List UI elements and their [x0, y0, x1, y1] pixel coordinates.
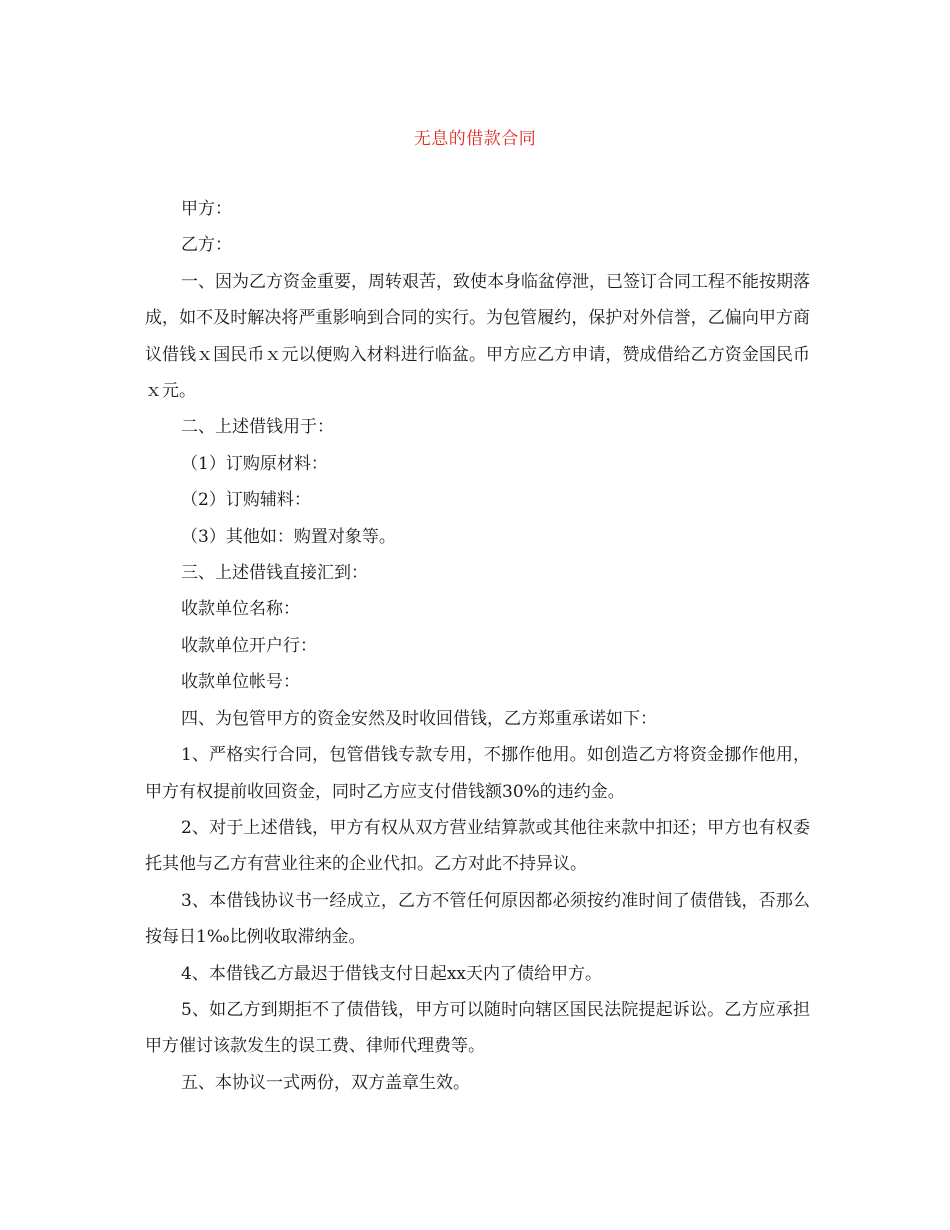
clause-4-heading: 四、为包管甲方的资金安然及时收回借钱，乙方郑重承诺如下： [181, 708, 657, 729]
clause-2-heading: 二、上述借钱用于： [181, 417, 334, 438]
clause-2-item-3: （3）其他如：购置对象等。 [181, 526, 396, 547]
clause-4-item-1: 1、严格实行合同，包管借钱专款专用，不挪作他用。如创造乙方将资金挪作他用，甲方有权提前收回资金，同时乙方应支付借钱额30%的违约金。 [145, 745, 810, 802]
clause-2-item-1: （1）订购原材料： [181, 453, 328, 474]
clause-4-item-2: 2、对于上述借钱，甲方有权从双方营业结算款或其他往来款中扣还；甲方也有权委托其他与乙方有营业往来的企业代扣。乙方对此不持异议。 [145, 817, 810, 875]
clause-1: 一、因为乙方资金重要，周转艰苦，致使本身临盆停泄，已签订合同工程不能按期落成，如不及时解决将严重影响到合同的实行。为包管履约，保护对外信誉，乙偏向甲方商议借钱ｘ国民币ｘ元以便购入材料进行临盆。甲方应乙方申请，赞成借给乙方资金国民币ｘ元。 [145, 271, 810, 402]
payee-name-line: 收款单位名称： [181, 599, 300, 620]
document-body [145, 191, 810, 1101]
clause-2-item-2: （2）订购辅料： [181, 490, 311, 511]
document-title: 无息的借款合同 [413, 129, 537, 149]
party-b-line: 乙方： [181, 235, 232, 256]
payee-account-line: 收款单位帐号： [181, 672, 300, 693]
clause-4-item-3: 3、本借钱协议书一经成立，乙方不管任何原因都必须按约准时间了债借钱，否那么按每日1‰比例收取滞纳金。 [145, 890, 810, 948]
clause-4-item-5: 5、如乙方到期拒不了债借钱，甲方可以随时向辖区国民法院提起诉讼。乙方应承担甲方催讨该款发生的误工费、律师代理费等。 [145, 999, 810, 1057]
party-a-line: 甲方： [181, 199, 232, 219]
clause-5: 五、本协议一式两份，双方盖章生效。 [181, 1072, 470, 1093]
clause-3-heading: 三、上述借钱直接汇到： [181, 563, 368, 584]
clause-4-item-4: 4、本借钱乙方最迟于借钱支付日起xx天内了债给甲方。 [181, 963, 602, 984]
payee-bank-line: 收款单位开户行： [181, 635, 317, 656]
